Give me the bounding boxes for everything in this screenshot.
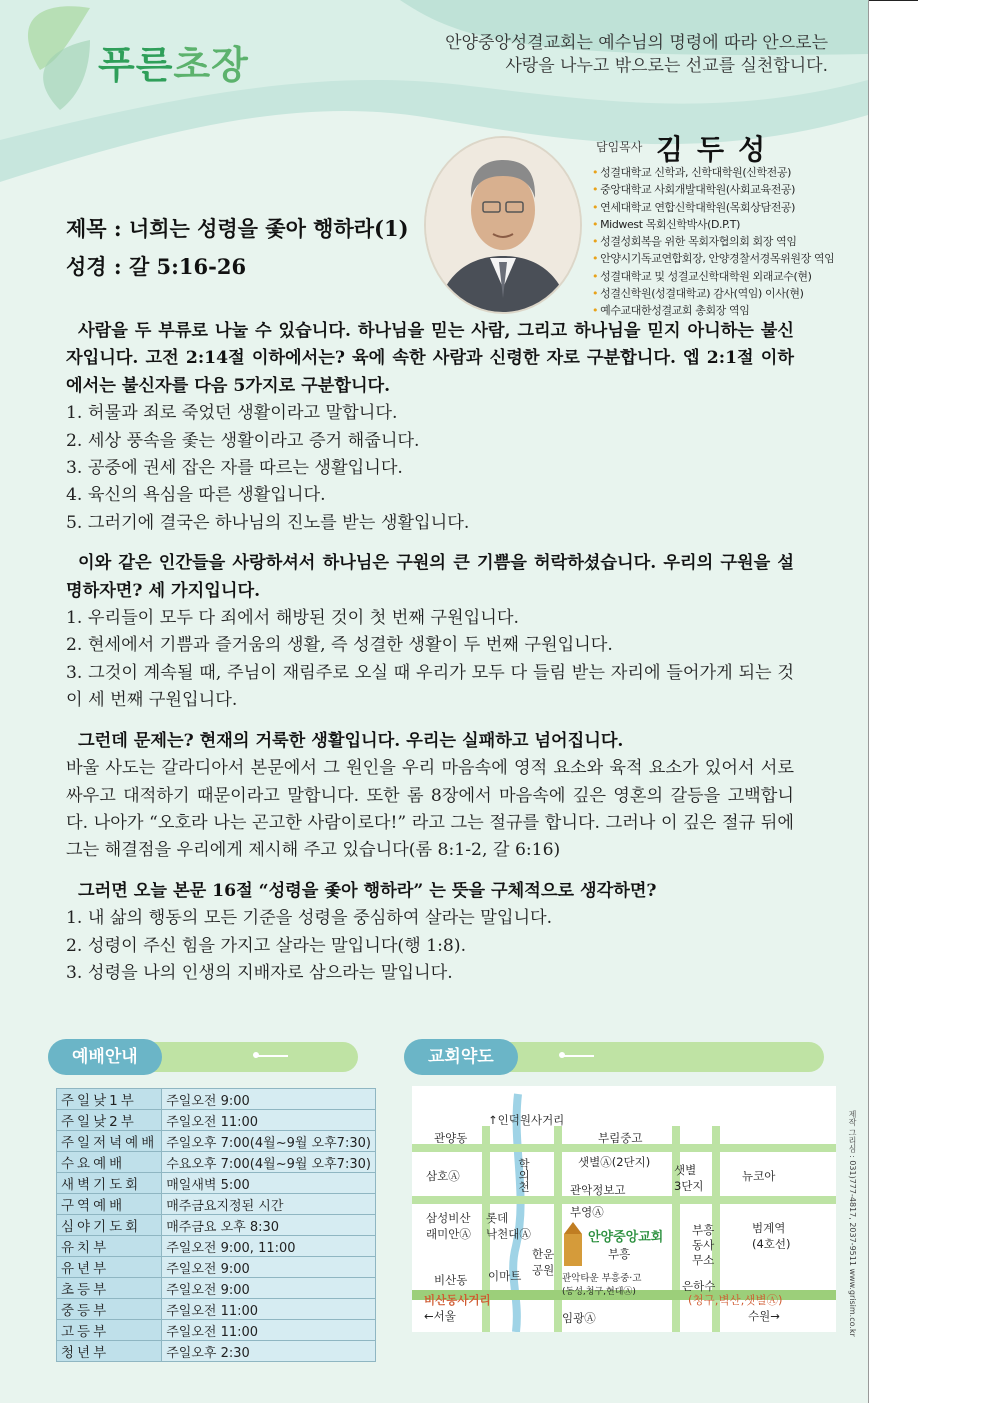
credential-item: • Midwest 목회신학박사(D.P.T) [592, 217, 740, 231]
map-label-seoul: ←서울 [424, 1309, 456, 1323]
pastor-portrait [424, 136, 582, 314]
pastor-portrait-icon [426, 138, 580, 312]
credential-item: • 중앙대학교 사회개발대학원(사회교육전공) [592, 183, 796, 197]
map-label-park: 공원 [532, 1263, 555, 1277]
sermon-title: 제목 : 너희는 성령을 좇아 행하라(1) [66, 216, 409, 241]
bullet-dot-icon: • [592, 217, 599, 231]
map-label-imgwang: 임광Ⓐ [562, 1311, 596, 1325]
table-row: 유치부 주일오전 9:00, 11:00 [57, 1236, 376, 1257]
paragraph-2: 이와 같은 인간들을 사랑하셔서 하나님은 구원의 큰 기쁨을 허락하셨습니다. 우리의 구원을 설명하자면? 세 가지입니다. [66, 553, 794, 601]
map-label-cheonggu: (청구,벽산,샛별Ⓐ) [688, 1293, 783, 1307]
paragraph-4: 그러면 오늘 본문 16절 “성령을 좇아 행하라” 는 뜻을 구체적으로 생각하면? [78, 880, 657, 901]
bullet-dot-icon: • [592, 304, 599, 318]
list-item: 5. 그러기에 결국은 하나님의 진노를 받는 생활입니다. [66, 512, 470, 533]
list-item: 2. 성령이 주신 힘을 가지고 살라는 말입니다(행 1:8). [66, 935, 467, 956]
map-label-saetbyeol2: 샛별Ⓐ(2단지) [578, 1155, 651, 1169]
table-row: 새벽기도회 매일새벽 5:00 [57, 1173, 376, 1194]
map-label-indeogwon: ↑인덕원사거리 [488, 1113, 565, 1127]
map-label-bisan-intersection: 비산동사거리 [424, 1293, 491, 1307]
map-label-church: 안양중앙교회 [588, 1230, 664, 1245]
map-label-hakuicheon: 학의천 [517, 1158, 531, 1193]
credential-item: • 성결대학교 및 성결교신학대학원 외래교수(현) [592, 269, 812, 283]
map-label-buyoung: 부영Ⓐ [570, 1205, 604, 1219]
credential-item: • 성결신학원(성결대학교) 감사(역임) 이사(현) [592, 287, 804, 301]
table-row: 구역예배 매주금요지정된 시간 [57, 1194, 376, 1215]
map-label-samsung-bisan: 삼성비산 [426, 1211, 471, 1225]
map-label-suwon: 수원→ [748, 1309, 780, 1323]
print-credit: 제작 그리심 : 031)777-4817, 2037-9511 www.grisim.co.kr [848, 1110, 857, 1337]
church-map [412, 1086, 836, 1332]
sermon-body [66, 318, 794, 987]
bullet-dot-icon: • [592, 166, 599, 179]
list-item: 3. 성령을 나의 인생의 지배자로 삼으라는 말입니다. [66, 962, 453, 983]
map-label-gwanak-info: 관악정보고 [570, 1183, 626, 1197]
church-map-title: 교회약도 [404, 1039, 518, 1075]
bullet-dot-icon: • [592, 235, 599, 249]
bullet-dot-icon: • [592, 269, 599, 283]
list-item: 3. 공중에 권세 잡은 자를 따르는 생활입니다. [66, 458, 403, 479]
top-border-line [866, 0, 918, 1]
motto-line-1: 안양중앙성결교회는 예수님의 명령에 따라 안으로는 [445, 33, 828, 53]
brand-title [98, 34, 249, 89]
map-label-beomgye: 범계역 [752, 1221, 786, 1235]
paragraph-3-lead: 그런데 문제는? 현재의 거룩한 생활입니다. 우리는 실패하고 넘어집니다. [78, 730, 624, 751]
list-item: 2. 세상 풍속을 좇는 생활이라고 증거 해줍니다. [66, 430, 420, 451]
map-label-dongsung: (동성,청구,현대Ⓐ) [562, 1287, 636, 1297]
paragraph-3-text: 바울 사도는 갈라디아서 본문에서 그 원인을 우리 마음속에 영적 요소와 육적 요소가 있어서 서로 싸우고 대적하기 때문이라고 말합니다. 또한 롬 8장에서 마음속에 깊은 영혼의 갈등을 고백합니다. 나아가 “오호라 나는 곤고한 사람이로다!” 라고 그는 절규를 합니다. 그러나 이 깊은 절규 뒤에 그는 해결점을 우리에게 제시해 주고 있습니다(롬 8:1-2, 갈 6:16) [66, 758, 794, 861]
church-motto [445, 32, 828, 78]
map-label-gwanak-town: 관악타운 부흥중·고 [562, 1273, 642, 1284]
pastor-credentials [592, 164, 834, 320]
map-label-nakcheondae: 낙천대Ⓐ [486, 1227, 531, 1241]
brand-part1: 푸른 [98, 43, 174, 87]
table-row: 청년부 주일오후 2:30 [57, 1341, 376, 1362]
map-label-raemian: 래미안Ⓐ [426, 1227, 471, 1241]
table-row: 주일낮1부 주일오전 9:00 [57, 1089, 376, 1110]
table-row: 고등부 주일오전 11:00 [57, 1320, 376, 1341]
credential-item: • 예수교대한성결교회 총회장 역임 [592, 304, 750, 318]
map-label-3danji: 3단지 [674, 1179, 704, 1193]
brand-part2: 초장 [173, 43, 249, 87]
list-item: 2. 현세에서 기쁨과 즐거움의 생활, 즉 성결한 생활이 두 번째 구원입니다. [66, 635, 613, 656]
table-row: 주일저녁예배 주일오후 7:00(4월~9월 오후7:30) [57, 1131, 376, 1152]
map-label-hanun: 한운 [532, 1247, 555, 1261]
map-label-bisan: 비산동 [434, 1273, 468, 1287]
map-label-newcore: 뉴코아 [742, 1169, 776, 1183]
bullet-dot-icon: • [592, 183, 599, 197]
map-label-saetbyeol3: 샛별 [674, 1163, 697, 1177]
pastor-name: 김두성 [656, 133, 780, 166]
credential-item: • 연세대학교 연합신학대학원(목회상담전공) [592, 200, 796, 214]
map-label-buheung-office-3: 무소 [692, 1253, 715, 1267]
list-item: 3. 그것이 계속될 때, 주님이 재림주로 오실 때 우리가 모두 다 들림 받는 자리에 들어가게 되는 것이 세 번째 구원입니다. [66, 662, 794, 711]
church-map-header [404, 1042, 824, 1072]
table-row: 유년부 주일오전 9:00 [57, 1257, 376, 1278]
bullet-dot-icon: • [592, 252, 599, 266]
sermon-heading [66, 210, 409, 286]
map-label-samho: 삼호Ⓐ [426, 1169, 460, 1183]
map-label-buheung-office-1: 부흥 [692, 1223, 715, 1237]
bullet-dot-icon: • [592, 200, 599, 214]
credential-item: • 안양시기독교연합회장, 안양경찰서경목위원장 역임 [592, 252, 835, 266]
list-item: 1. 우리들이 모두 다 죄에서 해방된 것이 첫 번째 구원입니다. [66, 608, 519, 629]
credential-item: • 성결대학교 신학과, 신학대학원(신학전공) [592, 166, 792, 179]
map-label-lotte: 롯데 [486, 1211, 509, 1225]
map-label-line4: (4호선) [752, 1237, 791, 1251]
worship-guide-header [48, 1042, 358, 1072]
motto-line-2: 사랑을 나누고 밖으로는 선교를 실천합니다. [505, 56, 828, 76]
list-item: 1. 허물과 죄로 죽었던 생활이라고 말합니다. [66, 403, 398, 424]
map-label-buheung: 부흥 [608, 1247, 631, 1261]
table-row: 수요예배 수요오후 7:00(4월~9월 오후7:30) [57, 1152, 376, 1173]
list-item: 4. 육신의 욕심을 따른 생활입니다. [66, 485, 326, 506]
list-item: 1. 내 삶의 행동의 모든 기준을 성령을 중심하여 살라는 말입니다. [66, 908, 553, 929]
pastor-title: 담임목사 [596, 140, 643, 154]
map-label-burim: 부림중고 [598, 1131, 643, 1145]
map-label-eunhasu: 은하수 [682, 1279, 716, 1293]
worship-schedule-table [56, 1088, 376, 1362]
map-label-emart: 이마트 [488, 1269, 522, 1283]
sermon-scripture: 성경 : 갈 5:16-26 [66, 254, 247, 279]
worship-guide-title: 예배안내 [48, 1039, 162, 1075]
paragraph-1: 사람을 두 부류로 나눌 수 있습니다. 하나님을 믿는 사람, 그리고 하나님을 믿지 아니하는 불신자입니다. 고전 2:14절 이하에서는? 육에 속한 사람과 신령한 자로 구분합니다. 엡 2:1절 이하에서는 불신자를 다음 5가지로 구분합니다. [66, 321, 794, 396]
map-label-buheung-office-2: 동사 [692, 1238, 715, 1252]
map-label-gwanyang: 관양동 [434, 1131, 468, 1145]
bullet-dot-icon: • [592, 287, 599, 301]
table-row: 주일낮2부 주일오전 11:00 [57, 1110, 376, 1131]
credential-item: • 성결성회복을 위한 목회자협의회 회장 역임 [592, 235, 797, 249]
bar-knob-icon [258, 1055, 288, 1057]
table-row: 중등부 주일오전 11:00 [57, 1299, 376, 1320]
table-row: 심야기도회 매주금요 오후 8:30 [57, 1215, 376, 1236]
bar-knob-icon [564, 1055, 594, 1057]
table-row: 초등부 주일오전 9:00 [57, 1278, 376, 1299]
